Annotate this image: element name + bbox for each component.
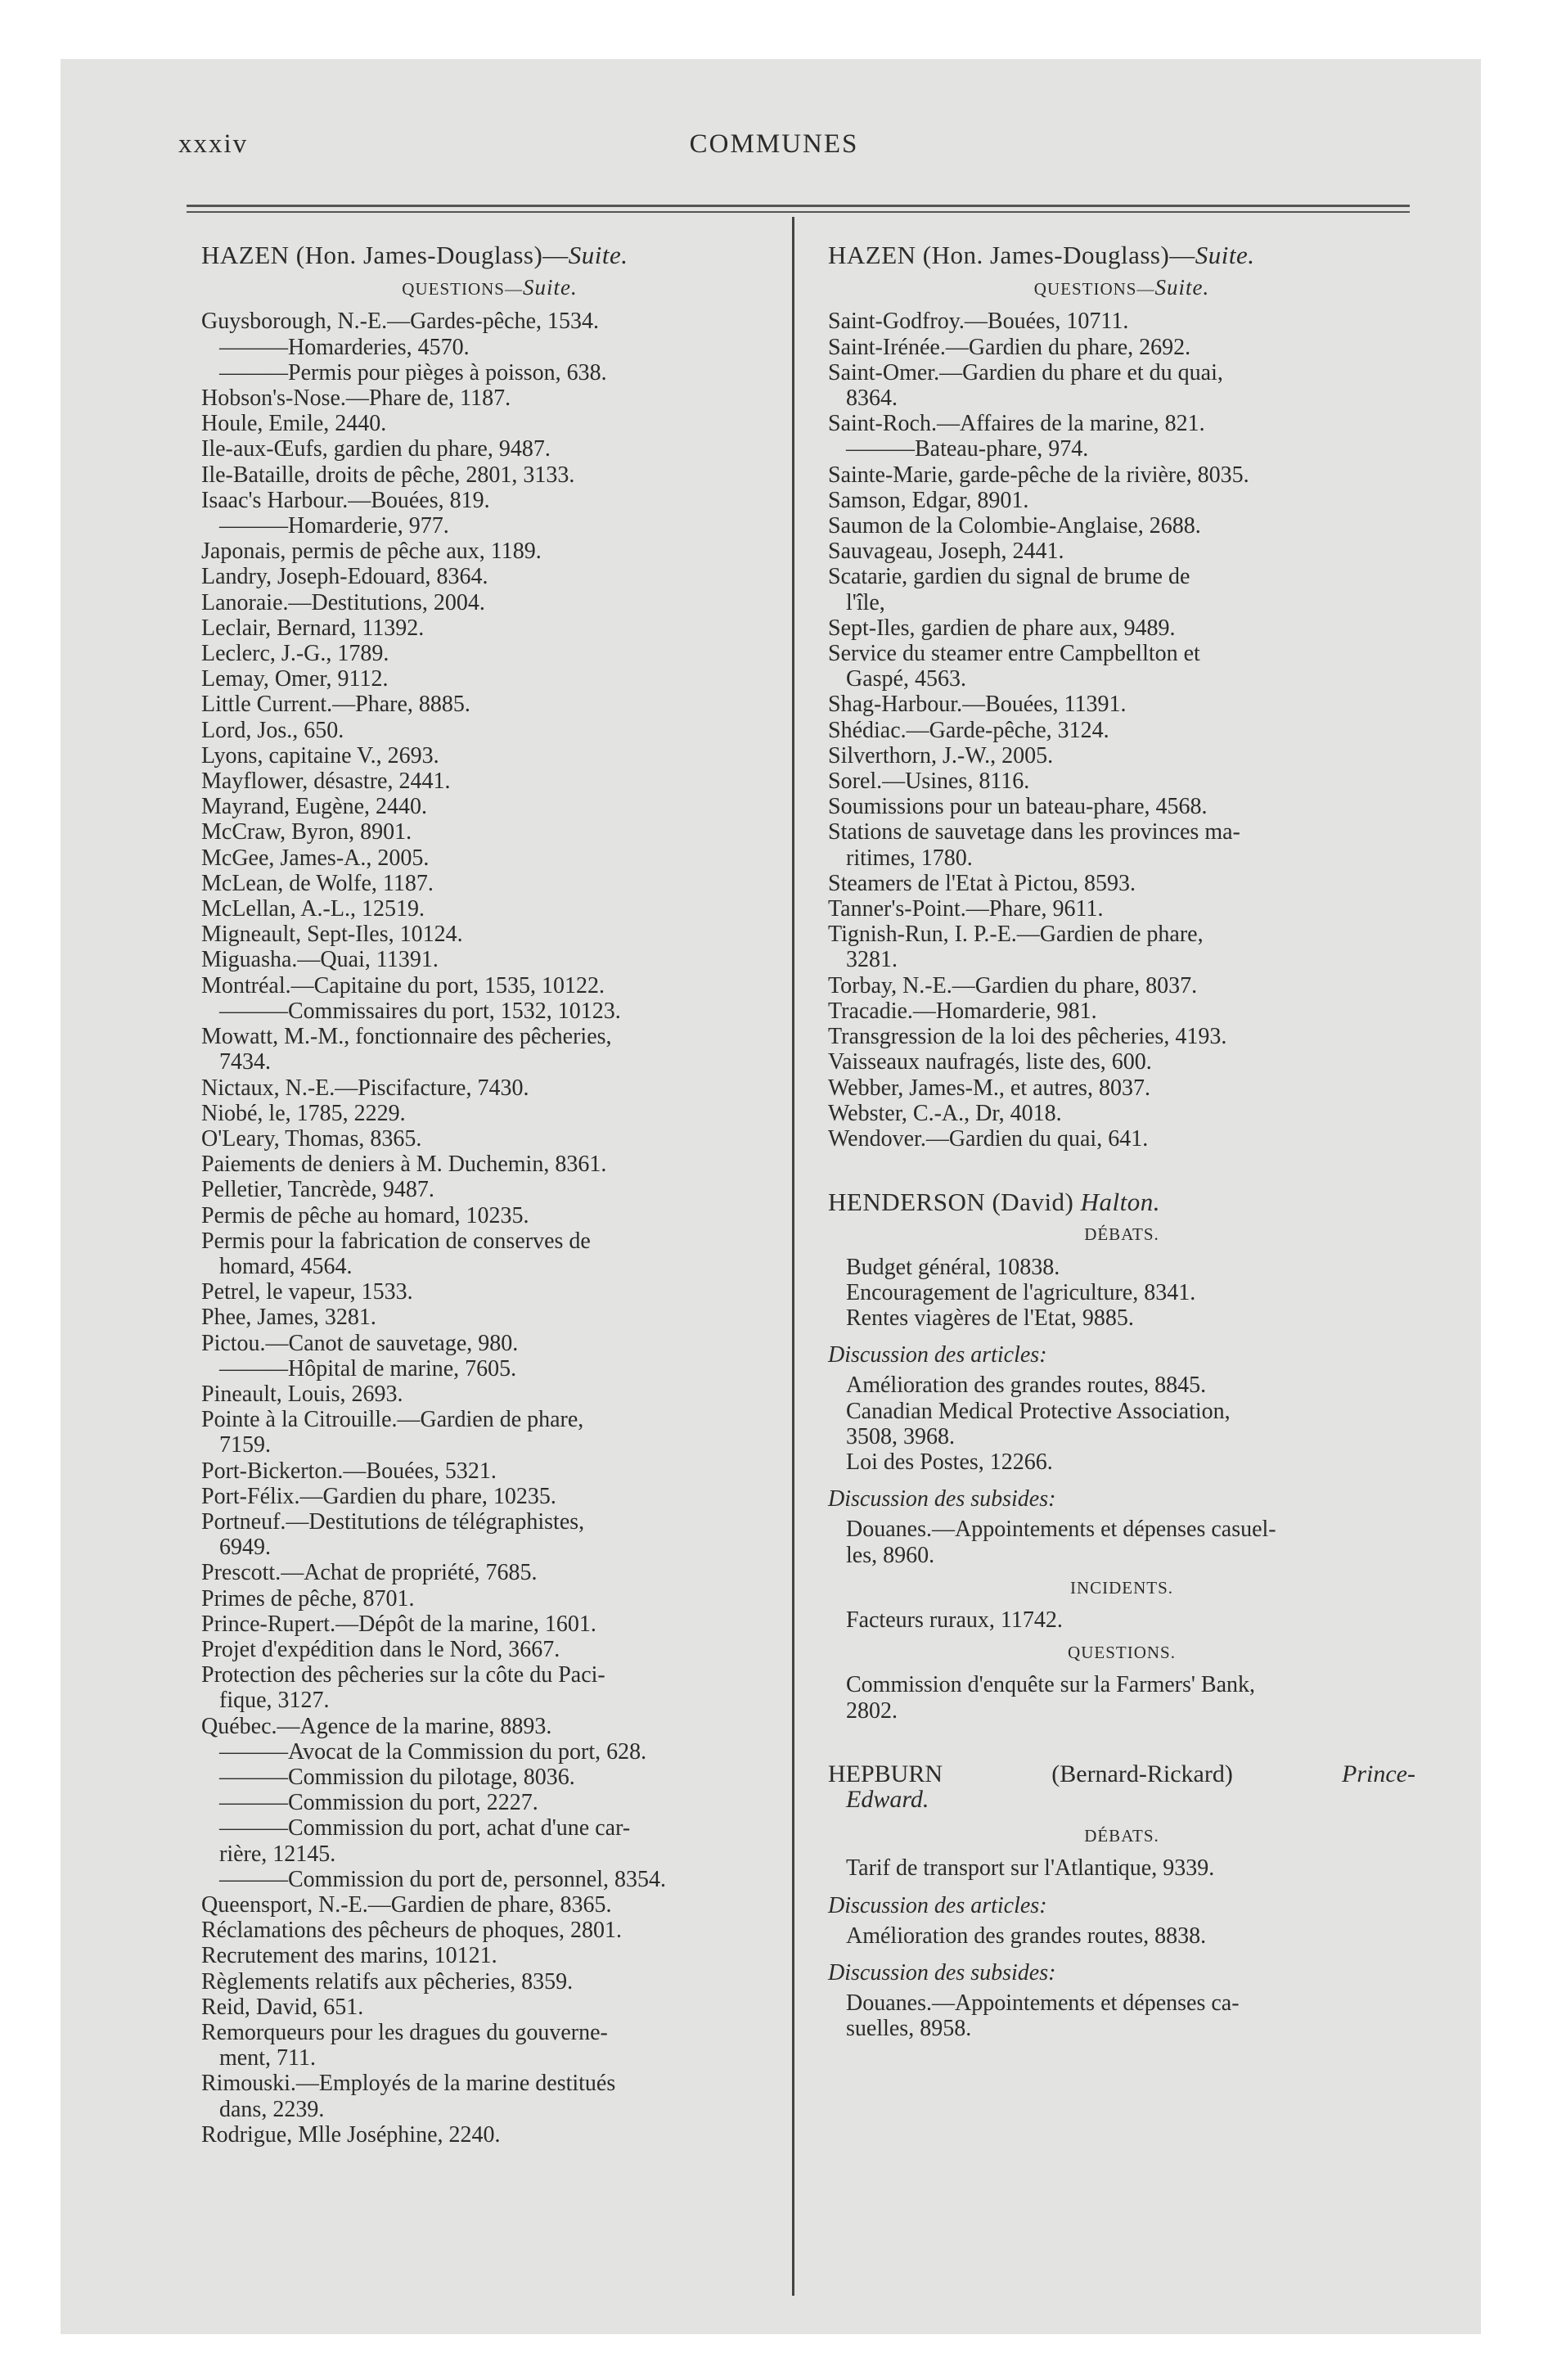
index-entry: Sainte-Marie, garde-pêche de la rivière, 8035. — [828, 462, 1249, 488]
index-entry: Silverthorn, J.-W., 2005. — [828, 742, 1054, 769]
index-entry: ———Commission du pilotage, 8036. — [219, 1764, 575, 1790]
heading-suffix: Suite. — [1195, 241, 1255, 269]
index-entry: Saumon de la Colombie-Anglaise, 2688. — [828, 513, 1201, 539]
index-entry: l'île, — [846, 589, 885, 615]
index-entry: Mowatt, M.-M., fonctionnaire des pêcheries, — [201, 1024, 612, 1050]
heading-name: HAZEN (Hon. James-Douglass)— — [201, 241, 569, 269]
index-entry: Isaac's Harbour.—Bouées, 819. — [201, 487, 490, 513]
index-entry: Landry, Joseph-Edouard, 8364. — [201, 564, 488, 590]
index-entry: Houle, Emile, 2440. — [201, 411, 387, 437]
index-entry: Douanes.—Appointements et dépenses casuel- — [846, 1517, 1276, 1543]
subheading-suffix: Suite. — [1154, 275, 1210, 300]
hepburn-heading — [828, 1761, 1415, 1787]
index-entry: Petrel, le vapeur, 1533. — [201, 1279, 413, 1305]
left-column — [201, 242, 778, 2148]
index-entry: Ile-aux-Œufs, gardien du phare, 9487. — [201, 436, 551, 462]
index-entry: Torbay, N.-E.—Gardien du phare, 8037. — [828, 972, 1198, 998]
heading-place: Halton. — [1080, 1188, 1161, 1217]
page-header — [0, 129, 1548, 178]
index-entry: Loi des Postes, 12266. — [846, 1449, 1053, 1475]
index-entry: Sorel.—Usines, 8116. — [828, 769, 1030, 795]
index-entry: Amélioration des grandes routes, 8845. — [846, 1373, 1207, 1399]
index-entry: ———Commission du port de, personnel, 8354. — [219, 1866, 666, 1892]
index-entry: Webber, James-M., et autres, 8037. — [828, 1075, 1150, 1101]
index-entry: Ile-Bataille, droits de pêche, 2801, 3133. — [201, 462, 575, 488]
hepburn-subsides-list — [828, 1990, 1415, 2041]
henderson-heading — [828, 1189, 1415, 1215]
index-entry: Tracadie.—Homarderie, 981. — [828, 998, 1097, 1024]
index-entry: ———Homarderie, 977. — [219, 513, 449, 539]
header-rule-top — [187, 205, 1410, 207]
column-divider — [792, 217, 794, 2296]
index-entry: Pictou.—Canot de sauvetage, 980. — [201, 1330, 519, 1356]
heading-place-continued: Edward. — [846, 1785, 929, 1813]
henderson-incidents-list — [828, 1607, 1415, 1633]
index-entry: Sept-Iles, gardien de phare aux, 9489. — [828, 615, 1176, 641]
index-entry: Règlements relatifs aux pêcheries, 8359. — [201, 1968, 574, 1995]
index-entry: Rodrigue, Mlle Joséphine, 2240. — [201, 2121, 501, 2148]
left-entry-list — [201, 309, 778, 2148]
hepburn-discussion-articles: Discussion des articles: — [828, 1892, 1047, 1918]
index-entry: ———Avocat de la Commission du port, 628. — [219, 1738, 647, 1765]
index-entry: Budget général, 10838. — [846, 1254, 1060, 1280]
index-entry: Queensport, N.-E.—Gardien de phare, 8365. — [201, 1892, 612, 1918]
index-entry: Transgression de la loi des pêcheries, 4193. — [828, 1024, 1227, 1050]
index-entry: ———Commission du port, 2227. — [219, 1790, 538, 1816]
index-entry: Migneault, Sept-Iles, 10124. — [201, 922, 463, 948]
section-subheading — [201, 275, 778, 302]
index-entry: ———Commissaires du port, 1532, 10123. — [219, 998, 621, 1024]
index-entry: Rentes viagères de l'Etat, 9885. — [846, 1305, 1134, 1331]
index-entry: Stations de sauvetage dans les provinces ma- — [828, 819, 1240, 845]
section-subheading — [828, 275, 1415, 302]
index-entry: fique, 3127. — [219, 1688, 330, 1714]
index-entry: 6949. — [219, 1535, 271, 1561]
header-rule-bottom — [187, 211, 1410, 213]
spacer — [828, 1152, 1415, 1189]
index-entry: Lemay, Omer, 9112. — [201, 666, 389, 692]
heading-name: HENDERSON (David) — [828, 1188, 1074, 1217]
index-entry: Shédiac.—Garde-pêche, 3124. — [828, 717, 1109, 743]
index-entry: Lanoraie.—Destitutions, 2004. — [201, 589, 485, 615]
henderson-articles-list — [828, 1373, 1415, 1475]
henderson-questions-label: QUESTIONS. — [1068, 1643, 1176, 1663]
hepburn-discussion-subsides: Discussion des subsides: — [828, 1959, 1056, 1986]
index-entry: Nictaux, N.-E.—Piscifacture, 7430. — [201, 1075, 529, 1101]
index-entry: Tanner's-Point.—Phare, 9611. — [828, 896, 1104, 922]
index-entry: Saint-Irénée.—Gardien du phare, 2692. — [828, 334, 1191, 360]
index-entry: Portneuf.—Destitutions de télégraphistes, — [201, 1508, 585, 1535]
index-entry: Canadian Medical Protective Association, — [846, 1398, 1231, 1424]
hepburn-articles-list — [828, 1923, 1415, 1949]
index-entry: McGee, James-A., 2005. — [201, 845, 430, 871]
hepburn-debats-list — [828, 1855, 1415, 1881]
index-entry: Remorqueurs pour les dragues du gouverne- — [201, 2020, 608, 2046]
index-entry: Réclamations des pêcheurs de phoques, 2801. — [201, 1918, 622, 1944]
index-entry: Miguasha.—Quai, 11391. — [201, 947, 439, 973]
index-entry: 8364. — [846, 385, 898, 412]
index-entry: Québec.—Agence de la marine, 8893. — [201, 1713, 552, 1739]
index-entry: Sauvageau, Joseph, 2441. — [828, 539, 1064, 565]
index-entry: Recrutement des marins, 10121. — [201, 1943, 497, 1969]
index-entry: 7159. — [219, 1432, 271, 1458]
index-entry: Saint-Omer.—Gardien du phare et du quai, — [828, 359, 1223, 385]
index-entry: Soumissions pour un bateau-phare, 4568. — [828, 794, 1208, 820]
section-heading — [201, 242, 778, 268]
index-entry: Lyons, capitaine V., 2693. — [201, 742, 439, 769]
index-entry: Niobé, le, 1785, 2229. — [201, 1100, 406, 1126]
index-entry: Lord, Jos., 650. — [201, 717, 344, 743]
subheading-suffix: Suite. — [522, 275, 578, 300]
subheading-label: QUESTIONS— — [402, 279, 523, 300]
index-entry: 2802. — [846, 1697, 898, 1724]
index-entry: Douanes.—Appointements et dépenses ca- — [846, 1990, 1240, 2017]
index-entry: Projet d'expédition dans le Nord, 3667. — [201, 1636, 560, 1662]
index-entry: Protection des pêcheries sur la côte du Paci- — [201, 1662, 605, 1688]
heading-suffix: Suite. — [568, 241, 628, 269]
index-entry: Mayrand, Eugène, 2440. — [201, 794, 428, 820]
index-entry: Prince-Rupert.—Dépôt de la marine, 1601. — [201, 1611, 596, 1637]
index-entry: Phee, James, 3281. — [201, 1305, 376, 1331]
index-entry: ment, 711. — [219, 2045, 316, 2071]
section-heading — [828, 242, 1415, 268]
index-entry: Saint-Godfroy.—Bouées, 10711. — [828, 309, 1129, 335]
index-entry: Port-Bickerton.—Bouées, 5321. — [201, 1458, 497, 1484]
index-entry: rière, 12145. — [219, 1841, 336, 1867]
index-entry: 3281. — [846, 947, 898, 973]
henderson-incidents-label: INCIDENTS. — [1069, 1577, 1174, 1598]
henderson-questions-list — [828, 1672, 1415, 1723]
index-entry: Hobson's-Nose.—Phare de, 1187. — [201, 385, 511, 412]
henderson-debats-list — [828, 1255, 1415, 1332]
index-entry: Tarif de transport sur l'Atlantique, 9339. — [846, 1855, 1215, 1882]
henderson-debats-label: DÉBATS. — [1084, 1224, 1159, 1245]
index-entry: Pelletier, Tancrède, 9487. — [201, 1177, 434, 1203]
index-entry: ritimes, 1780. — [846, 845, 973, 871]
page-title: COMMUNES — [689, 129, 859, 159]
index-entry: McLellan, A.-L., 12519. — [201, 896, 425, 922]
index-entry: Little Current.—Phare, 8885. — [201, 692, 470, 718]
index-entry: Steamers de l'Etat à Pictou, 8593. — [828, 870, 1136, 896]
hepburn-debats-label: DÉBATS. — [1084, 1826, 1159, 1846]
index-entry: Leclair, Bernard, 11392. — [201, 615, 425, 641]
index-entry: Pointe à la Citrouille.—Gardien de phare, — [201, 1407, 584, 1433]
index-entry: Port-Félix.—Gardien du phare, 10235. — [201, 1483, 556, 1509]
index-entry: Permis de pêche au homard, 10235. — [201, 1202, 529, 1228]
index-entry: dans, 2239. — [219, 2096, 325, 2122]
index-entry: Japonais, permis de pêche aux, 1189. — [201, 539, 542, 565]
index-entry: O'Leary, Thomas, 8365. — [201, 1125, 422, 1152]
subheading-label: QUESTIONS— — [1033, 279, 1155, 300]
index-entry: ———Hôpital de marine, 7605. — [219, 1355, 517, 1382]
index-entry: Wendover.—Gardien du quai, 641. — [828, 1125, 1149, 1152]
index-entry: 3508, 3968. — [846, 1423, 955, 1449]
heading-name: HEPBURN — [828, 1760, 943, 1787]
right-column — [828, 242, 1415, 2042]
henderson-discussion-subsides: Discussion des subsides: — [828, 1486, 1056, 1512]
index-entry: Tignish-Run, I. P.-E.—Gardien de phare, — [828, 922, 1204, 948]
index-entry: Service du steamer entre Campbellton et — [828, 641, 1200, 667]
index-entry: Webster, C.-A., Dr, 4018. — [828, 1100, 1062, 1126]
index-entry: ———Permis pour pièges à poisson, 638. — [219, 359, 607, 385]
index-entry: Permis pour la fabrication de conserves de — [201, 1228, 591, 1254]
index-entry: Samson, Edgar, 8901. — [828, 487, 1029, 513]
page-number: xxxiv — [178, 129, 249, 159]
index-entry: ———Commission du port, achat d'une car- — [219, 1815, 631, 1841]
henderson-discussion-articles: Discussion des articles: — [828, 1342, 1047, 1368]
heading-place: Prince- — [1342, 1760, 1415, 1787]
index-entry: homard, 4564. — [219, 1253, 353, 1279]
index-entry: Prescott.—Achat de propriété, 7685. — [201, 1560, 538, 1586]
index-entry: Facteurs ruraux, 11742. — [846, 1607, 1063, 1633]
index-entry: Mayflower, désastre, 2441. — [201, 769, 451, 795]
index-entry: suelles, 8958. — [846, 2016, 972, 2042]
index-entry: Reid, David, 651. — [201, 1994, 364, 2020]
index-entry: Leclerc, J.-G., 1789. — [201, 641, 389, 667]
index-entry: Shag-Harbour.—Bouées, 11391. — [828, 692, 1127, 718]
index-entry: Primes de pêche, 8701. — [201, 1585, 415, 1611]
index-entry: Guysborough, N.-E.—Gardes-pêche, 1534. — [201, 309, 599, 335]
index-entry: Gaspé, 4563. — [846, 666, 966, 692]
index-entry: McLean, de Wolfe, 1187. — [201, 870, 434, 896]
heading-name: HAZEN (Hon. James-Douglass)— — [828, 241, 1195, 269]
index-entry: 7434. — [219, 1049, 271, 1075]
index-entry: les, 8960. — [846, 1542, 935, 1568]
index-entry: ———Bateau-phare, 974. — [846, 436, 1089, 462]
henderson-subsides-list — [828, 1517, 1415, 1567]
index-entry: Encouragement de l'agriculture, 8341. — [846, 1279, 1196, 1305]
index-entry: Saint-Roch.—Affaires de la marine, 821. — [828, 411, 1205, 437]
index-entry: Scatarie, gardien du signal de brume de — [828, 564, 1190, 590]
index-entry: Montréal.—Capitaine du port, 1535, 10122. — [201, 972, 605, 998]
index-entry: Paiements de deniers à M. Duchemin, 8361. — [201, 1152, 607, 1178]
spacer — [828, 1724, 1415, 1761]
index-entry: Commission d'enquête sur la Farmers' Bank, — [846, 1672, 1256, 1698]
index-entry: ———Homarderies, 4570. — [219, 334, 470, 360]
index-entry: McCraw, Byron, 8901. — [201, 819, 412, 845]
index-entry: Rimouski.—Employés de la marine destitués — [201, 2071, 616, 2097]
right-entry-list — [828, 309, 1415, 1152]
heading-given-names: (Bernard-Rickard) — [1051, 1760, 1233, 1787]
index-entry: Vaisseaux naufragés, liste des, 600. — [828, 1049, 1152, 1075]
index-entry: Amélioration des grandes routes, 8838. — [846, 1922, 1207, 1949]
index-entry: Pineault, Louis, 2693. — [201, 1381, 403, 1407]
